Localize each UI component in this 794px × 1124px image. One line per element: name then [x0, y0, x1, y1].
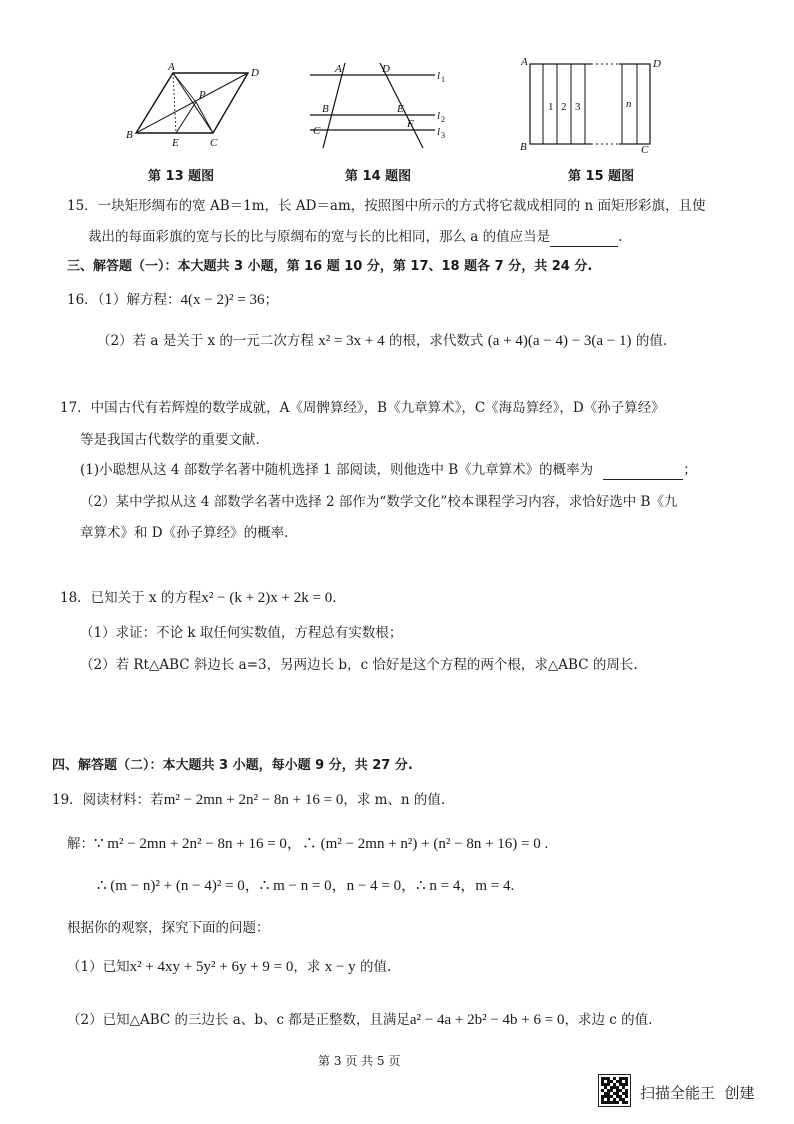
q19-solution-equation2: ∴ (m − n)² + (n − 4)² = 0，∴ m − n = 0，n − 4 = 0，∴ n = 4，m = 4.	[97, 878, 515, 894]
q19-part1	[67, 957, 391, 977]
q16-part1-suffix: ；	[264, 292, 278, 308]
q16-part2	[97, 331, 667, 351]
q19-explore: 根据你的观察，探究下面的问题：	[67, 920, 270, 936]
q18-stem-equation: x² − (k + 2)x + 2k = 0	[201, 590, 333, 606]
q19-part2-prefix: （2）已知△ABC 的三边长 a、b、c 都是正整数，且满足	[67, 1012, 410, 1028]
q19-part2	[67, 1010, 652, 1030]
q17-part1-end: ；	[683, 462, 697, 478]
q19-part2-suffix: ，求边 c 的值.	[564, 1012, 653, 1028]
scanner-watermark-text: 扫描全能王 创建	[640, 1084, 755, 1102]
figure-15-diagram	[515, 55, 665, 160]
svg-text:1: 1	[548, 101, 554, 113]
q16-part2-mid: 的根，求代数式	[388, 333, 484, 349]
q19-part2-equation: a² − 4a + 2b² − 4b + 6 = 0	[409, 1012, 565, 1028]
q15-answer-blank	[550, 232, 618, 247]
qr-code-icon	[598, 1074, 631, 1107]
svg-text:D: D	[382, 63, 390, 75]
q16-part2-equation: x² = 3x + 4	[318, 333, 385, 349]
q15-line2	[88, 227, 622, 247]
q15-line2-end: .	[618, 229, 623, 245]
q19-part1-suffix: 的值.	[359, 959, 392, 975]
q19-stem-suffix: ，求 m、n 的值.	[343, 792, 446, 808]
svg-text:E: E	[397, 103, 404, 115]
figure-14-diagram	[305, 58, 460, 158]
q17-part2-line2: 章算术》和 D《孙子算经》的概率.	[80, 525, 289, 541]
svg-text:P: P	[199, 89, 206, 101]
svg-text:l: l	[437, 126, 441, 138]
svg-text:l: l	[437, 110, 441, 122]
q19-part1-expression: x − y	[324, 959, 356, 975]
svg-text:D: D	[653, 58, 661, 70]
q19-solution-equation1: ∵ m² − 2mn + 2n² − 8n + 16 = 0，∴ (m² − 2mn + n²) + (n² − 8n + 16) = 0 .	[94, 836, 549, 852]
svg-text:3: 3	[575, 101, 581, 113]
svg-text:A: A	[168, 61, 175, 73]
q19-solution-line1	[67, 834, 548, 854]
q17-line1: 17．中国古代有若辉煌的数学成就，A《周髀算经》，B《九章算术》，C《海岛算经》，D《孙子算经》	[60, 400, 665, 416]
figure-15-caption: 第 15 题图	[568, 169, 635, 184]
svg-text:A: A	[335, 63, 342, 75]
q19-solution-prefix: 解：	[67, 836, 94, 852]
svg-text:C: C	[210, 137, 218, 149]
q17-line2: 等是我国古代数学的重要文献.	[80, 432, 260, 448]
q18-stem-suffix: .	[332, 590, 337, 606]
q16-part1	[67, 290, 278, 310]
svg-text:A: A	[521, 56, 528, 68]
svg-text:D: D	[251, 67, 259, 79]
svg-text:2: 2	[441, 115, 445, 124]
q18-stem-prefix: 18．已知关于 x 的方程	[60, 590, 202, 606]
q16-part1-prefix: 16．（1）解方程：	[67, 292, 181, 308]
svg-text:2: 2	[561, 101, 567, 113]
section-3-heading: 三、解答题（一）：本大题共 3 小题，第 16 题 10 分，第 17、18 题各 7 分，共 24 分.	[67, 259, 593, 274]
page-number: 第 3 页 共 5 页	[318, 1054, 401, 1068]
q16-part2-expression: (a + 4)(a − 4) − 3(a − 1)	[487, 333, 632, 349]
q18-stem	[60, 588, 337, 608]
svg-text:C: C	[641, 144, 649, 156]
q15-line2-text: 裁出的每面彩旗的宽与长的比与原绸布的宽与长的比相同，那么 a 的值应当是	[88, 229, 551, 245]
svg-text:l: l	[437, 70, 441, 82]
svg-text:3: 3	[441, 131, 445, 140]
svg-text:E: E	[172, 137, 179, 149]
figure-14-caption: 第 14 题图	[345, 169, 412, 184]
q19-stem-prefix: 19．阅读材料：若	[52, 792, 164, 808]
q18-part1: （1）求证：不论 k 取任何实数值，方程总有实数根；	[80, 625, 403, 641]
svg-text:B: B	[322, 103, 329, 115]
svg-text:1: 1	[441, 75, 445, 84]
q19-stem-equation: m² − 2mn + 2n² − 8n + 16 = 0	[163, 792, 344, 808]
figure-15	[515, 55, 665, 160]
q16-part2-suffix: 的值.	[635, 333, 668, 349]
q15-line1: 15．一块矩形绸布的宽 AB＝1m，长 AD＝am，按照图中所示的方式将它裁成相同的 n 面矩形彩旗，且使	[67, 198, 706, 214]
q17-part2-line1: （2）某中学拟从这 4 部数学名著中选择 2 部作为“数学文化”校本课程学习内容，求恰好选中 B《九	[80, 494, 678, 510]
svg-text:n: n	[626, 98, 632, 110]
svg-text:C: C	[313, 125, 321, 137]
q18-part2: （2）若 Rt△ABC 斜边长 a=3，另两边长 b，c 恰好是这个方程的两个根，求△ABC 的周长.	[80, 657, 638, 673]
q19-part1-mid: ，求	[293, 959, 321, 975]
section-4-heading: 四、解答题（二）：本大题共 3 小题，每小题 9 分，共 27 分.	[52, 758, 413, 773]
q19-part1-equation: x² + 4xy + 5y² + 6y + 9 = 0	[129, 959, 294, 975]
svg-text:B: B	[520, 141, 527, 153]
q19-stem	[52, 790, 445, 810]
q17-part1	[80, 460, 697, 480]
figure-13	[118, 58, 268, 158]
q19-part1-prefix: （1）已知	[67, 959, 130, 975]
q19-solution-line2	[97, 876, 514, 896]
q17-answer-blank	[603, 465, 683, 480]
q17-part1-text: (1)小聪想从这 4 部数学名著中随机选择 1 部阅读，则他选中 B《九章算术》的概率为	[80, 462, 594, 478]
q16-part2-prefix: （2）若 a 是关于 x 的一元二次方程	[97, 333, 314, 349]
figure-14	[305, 58, 460, 158]
svg-text:F: F	[407, 118, 414, 130]
figure-13-caption: 第 13 题图	[148, 169, 215, 184]
figure-13-diagram	[118, 58, 268, 158]
q16-part1-equation: 4(x − 2)² = 36	[180, 292, 265, 308]
svg-text:B: B	[126, 129, 133, 141]
